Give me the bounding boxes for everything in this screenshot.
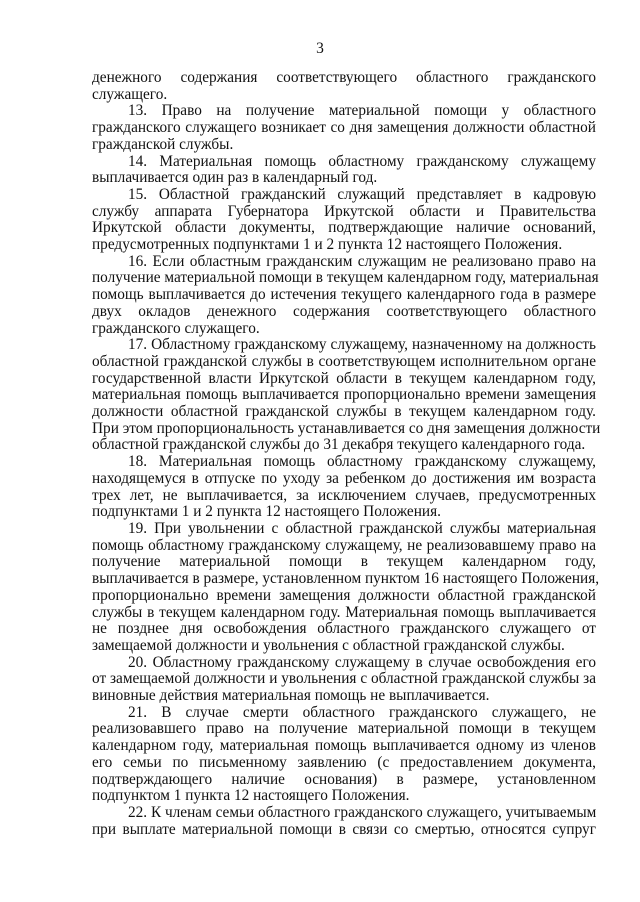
text-line: гражданского служащего возникает со дня замещения должности областной xyxy=(92,119,596,137)
text-line: областной гражданской службы до 31 декабря текущего календарного года. xyxy=(92,436,586,454)
text-line: службы в текущем календарном году. Материальная помощь выплачивается xyxy=(92,603,596,621)
text-line: Иркутской области документы, подтверждающие наличие оснований, xyxy=(92,219,596,237)
text-line: 13. Право на получение материальной помощи у областного xyxy=(128,102,596,120)
text-line: 16. Если областным гражданским служащим не реализовано право на xyxy=(128,252,596,270)
text-line: помощь областному гражданскому служащему, не реализовавшему право на xyxy=(92,536,596,554)
page-number: 3 xyxy=(316,40,324,57)
text-line: виновные действия материальная помощь не выплачивается. xyxy=(92,687,490,705)
text-line: 18. Материальная помощь областному гражданскому служащему, xyxy=(128,453,596,471)
text-line: 22. К членам семьи областного гражданского служащего, учитываемым xyxy=(128,803,597,821)
text-line: двух окладов денежного содержания соответствующего областного xyxy=(92,302,596,320)
text-line: его семьи по письменному заявлению (с предоставлением документа, xyxy=(92,753,596,771)
text-line: помощь выплачивается до истечения текущего календарного года в размере xyxy=(92,286,596,304)
text-line: календарном году, материальная помощь выплачивается одному из членов xyxy=(92,737,596,755)
text-line: подтверждающего наличие основания) в размере, установленном xyxy=(92,770,596,788)
text-line: При этом пропорциональность устанавливается со дня замещения должности xyxy=(92,419,601,437)
text-line: подпунктами 1 и 2 пункта 12 настоящего Положения. xyxy=(92,503,441,521)
text-line: областной гражданской службы в соответствующем исполнительном органе xyxy=(92,352,596,370)
text-line: трех лет, не выплачивается, за исключением случаев, предусмотренных xyxy=(92,486,596,504)
text-line: получение материальной помощи в текущем календарном году, материальная xyxy=(92,269,599,287)
text-line: должности областной гражданской службы в текущем календарном году. xyxy=(92,403,596,421)
text-line: 19. При увольнении с областной гражданской службы материальная xyxy=(128,519,596,537)
text-line: государственной власти Иркутской области в текущем календарном году, xyxy=(92,369,596,387)
text-line: 17. Областному гражданскому служащему, назначенному на должность xyxy=(128,336,596,354)
text-line: выплачивается в размере, установленном пунктом 16 настоящего Положения, xyxy=(92,570,600,588)
text-line: гражданской службы. xyxy=(92,135,234,153)
text-line: денежного содержания соответствующего областного гражданского xyxy=(92,69,596,86)
text-line: служащего. xyxy=(92,85,168,103)
document-body xyxy=(92,69,601,838)
text-line: при выплате материальной помощи в связи со смертью, относятся супруг xyxy=(92,820,596,838)
text-line: выплачивается один раз в календарный год. xyxy=(92,169,378,187)
text-line: 14. Материальная помощь областному гражданскому служащему xyxy=(128,152,596,170)
text-line: материальная помощь выплачивается пропорционально времени замещения xyxy=(92,386,596,404)
text-line: не позднее дня освобождения областного гражданского служащего от xyxy=(92,620,596,638)
text-line: получение материальной помощи в текущем календарном году, xyxy=(92,553,596,571)
text-line: предусмотренных подпунктами 1 и 2 пункта 12 настоящего Положения. xyxy=(92,236,563,254)
text-line: 21. В случае смерти областного гражданского служащего, не xyxy=(128,703,596,721)
text-line: реализовавшего право на получение материальной помощи в текущем xyxy=(92,720,596,738)
text-line: пропорционально времени замещения должности областной гражданской xyxy=(92,586,596,604)
text-line: замещаемой должности и увольнения с областной гражданской службы. xyxy=(92,636,565,654)
text-line: от замещаемой должности и увольнения с областной гражданской службы за xyxy=(92,670,596,688)
text-line: 15. Областной гражданский служащий представляет в кадровую xyxy=(128,185,596,203)
text-line: 20. Областному гражданскому служащему в случае освобождения его xyxy=(128,653,596,671)
text-line: находящемуся в отпуске по уходу за ребенком до достижения им возраста xyxy=(92,469,596,487)
text-line: гражданского служащего. xyxy=(92,319,260,337)
text-line: службу аппарата Губернатора Иркутской области и Правительства xyxy=(92,202,596,220)
text-line: подпунктом 1 пункта 12 настоящего Положения. xyxy=(92,787,410,805)
